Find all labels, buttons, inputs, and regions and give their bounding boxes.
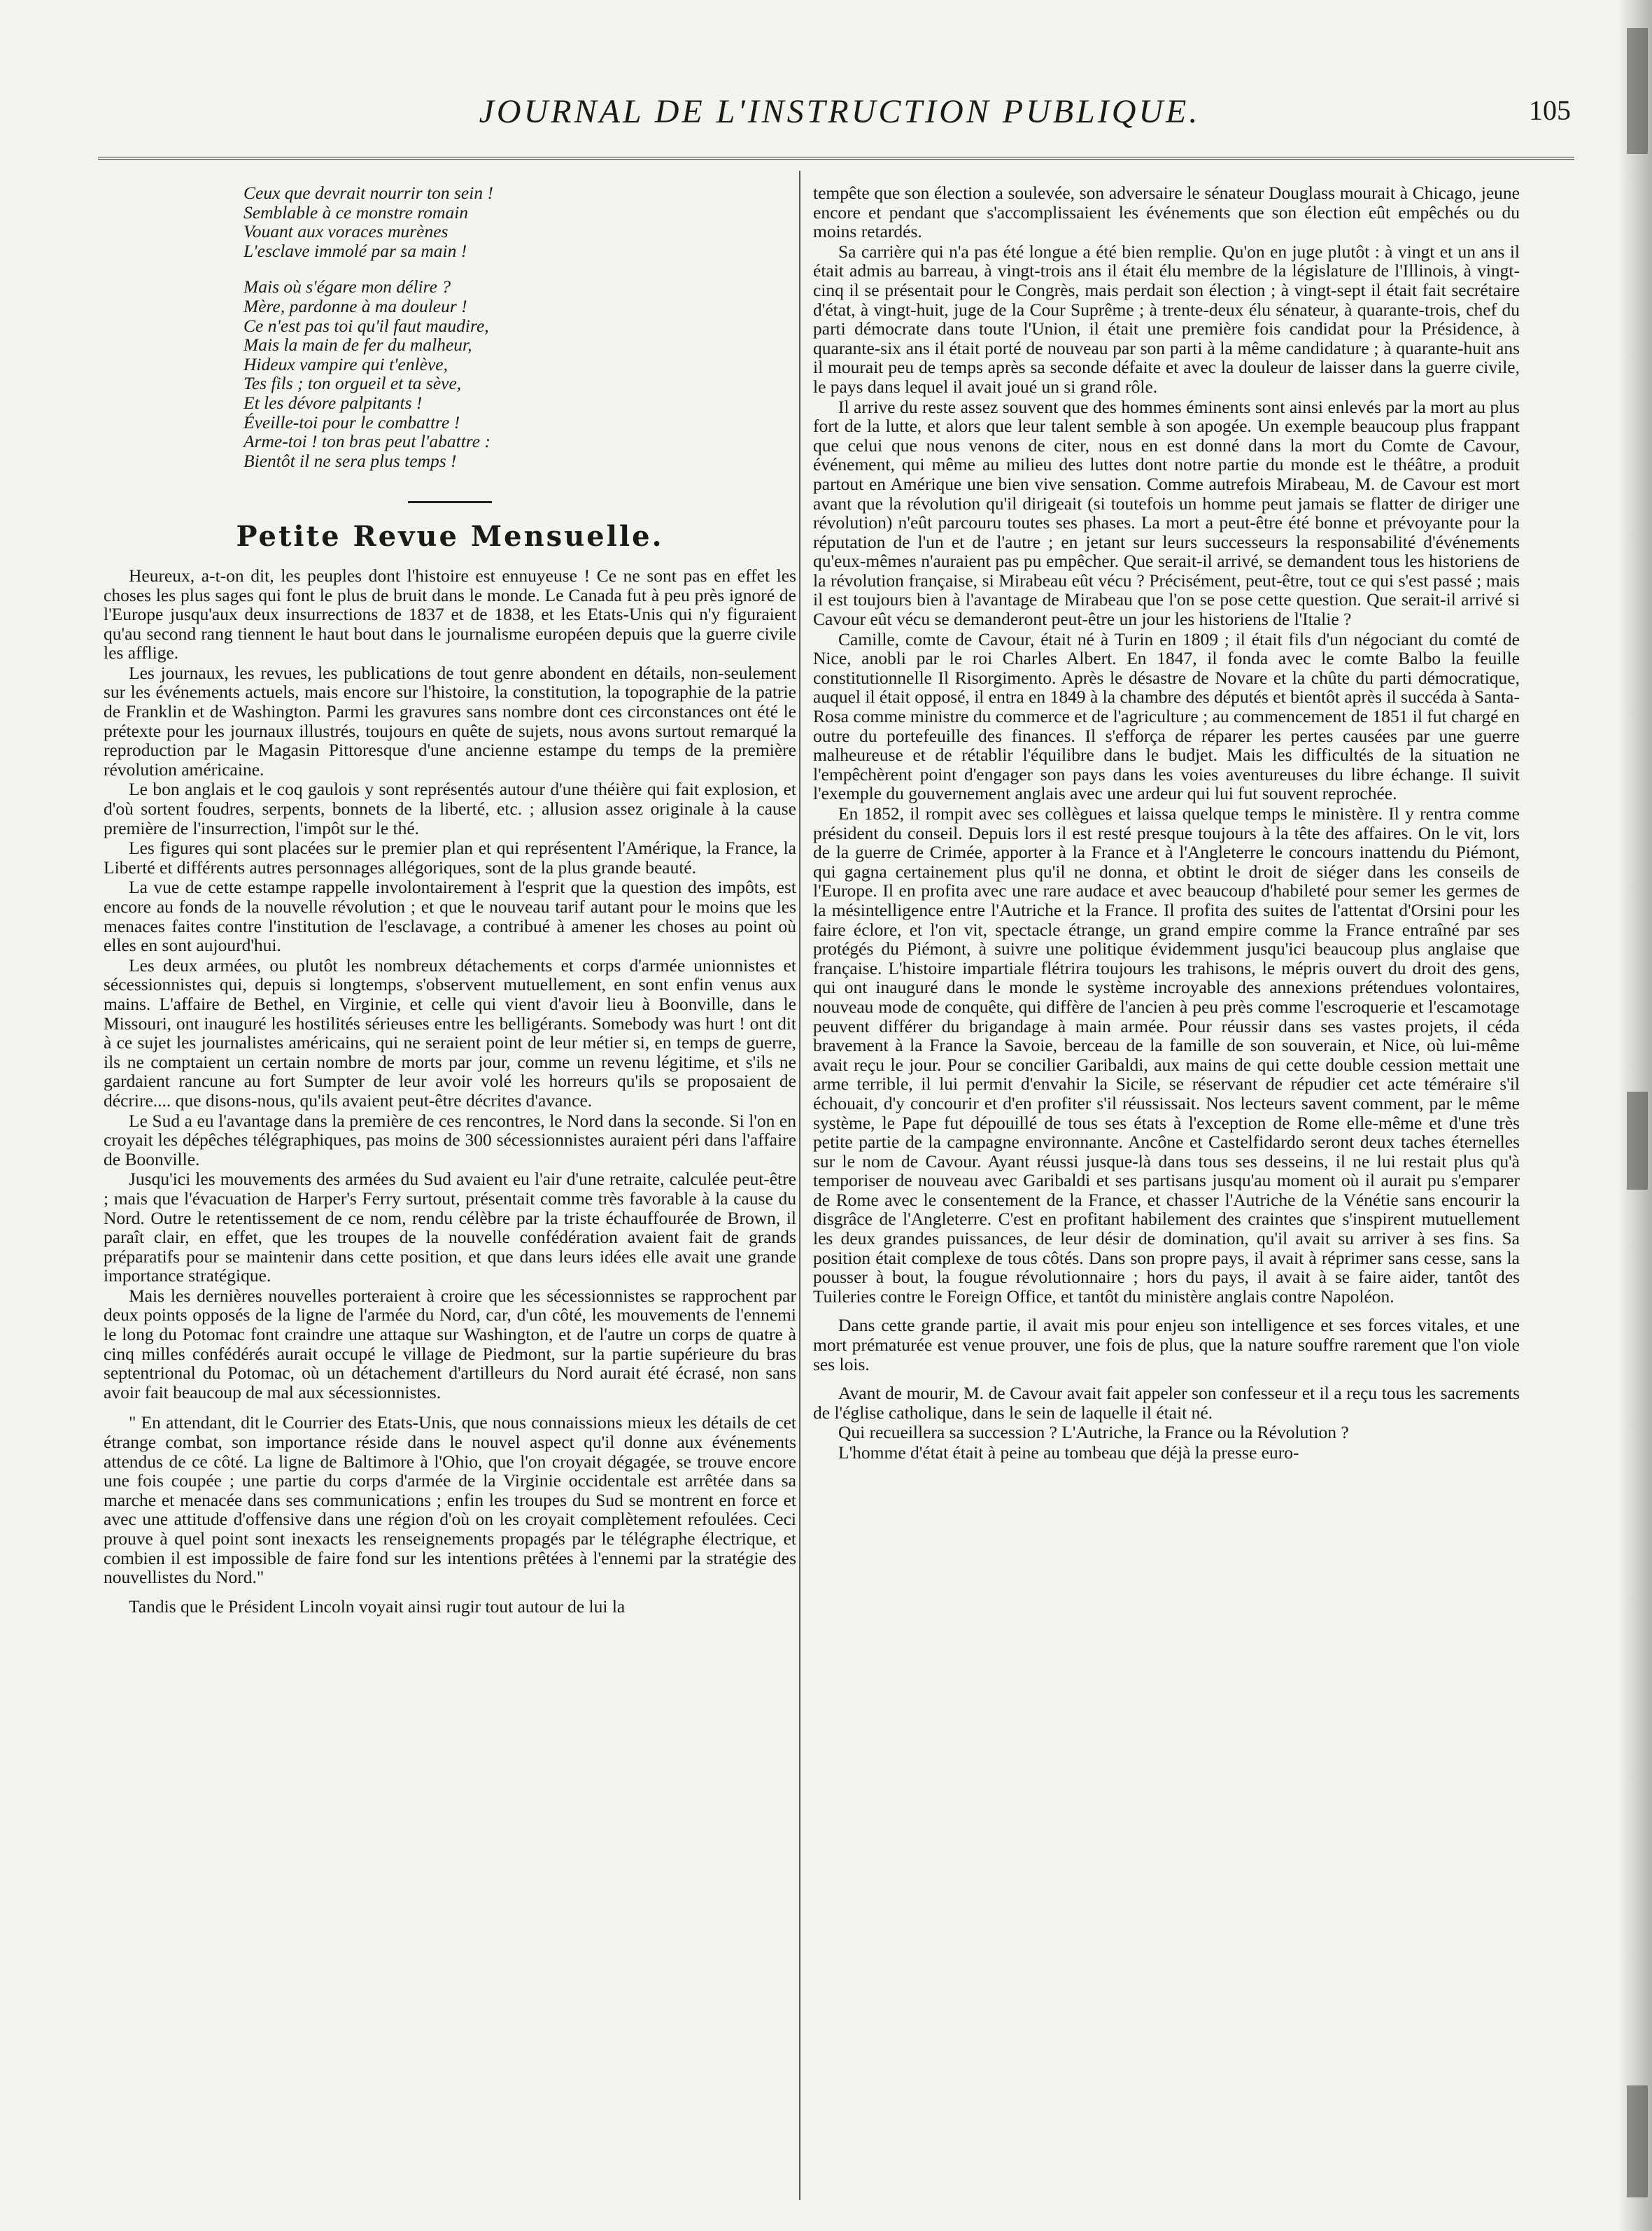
poem-line: Mais où s'égare mon délire ? <box>243 276 451 297</box>
right-column <box>813 183 1520 1463</box>
poem-line: Bientôt il ne sera plus temps ! <box>243 450 457 471</box>
scan-edge-mark <box>1627 28 1648 154</box>
article-paragraph: Les journaux, les revues, les publications de tout genre abondent en détails, non-seulement sur les événements actuels, mais encore sur l'histoire, la constitution, la topographie de la patrie de Franklin et de Washington. Parmi les gravures sans nombre dont ces circonstances ont été le prétexte pour les journaux illustrés, toujours en quête de sujets, nous avons surtout remarqué la reproduction par le Magasin Pittoresque d'une ancienne estampe du temps de la première révolution américaine. <box>104 662 796 780</box>
article-paragraph: Mais les dernières nouvelles porteraient à croire que les sécessionnistes se rapprochent par deux points opposés de la ligne de l'armée du Nord, car, d'un côté, les mouvements de l'ennemi le long du Potomac font craindre une attaque sur Washington, et de l'autre un corps de quatre à cinq milles confédérés aurait occupé le village de Piedmont, sur la partie supérieure du bras septentrional du Potomac, où un détachement d'artilleurs du Nord aurait été écrasé, non sans avoir fait beaucoup de mal aux sécessionnistes. <box>104 1285 796 1402</box>
quoted-paragraph: " En attendant, dit le Courrier des Etats-Unis, que nous connaissions mieux les détails de cet étrange combat, son importance réside dans le nouvel aspect qu'il donne aux événements attendus de ce côté. La ligne de Baltimore à l'Ohio, que l'on croyait dégagée, se trouve encore une fois coupée ; une partie du corps d'armée de la Virginie occidentale est arrêtée dans sa marche et menacée dans ses communications ; enfin les troupes du Sud se montrent en force et avec une attitude d'offensive dans une région d'où on les croyait complètement refoulées. Ceci prouve à quel point sont inexacts les renseignements propagés par le télégraphe électrique, et combien il est impossible de faire fond sur les intentions prêtées à l'ennemi par la stratégie des nouvellistes du Nord." <box>104 1412 796 1588</box>
article-paragraph: Il arrive du reste assez souvent que des hommes éminents sont ainsi enlevés par la mort au plus fort de la lutte, et alors que leur talent semble à son apogée. Un exemple beaucoup plus frappant que celui que nous venons de citer, nous en est donné dans la mort du Comte de Cavour, événement, qui même au milieu des luttes dont notre partie du monde est le théâtre, a produit partout en Amérique une bien vive sensation. Comme autrefois Mirabeau, M. de Cavour est mort avant que la révolution qu'il dirigeait (si toutefois un homme peut jamais se flatter de diriger une révolution) n'eût parcouru toutes ses phases. La mort a peut-être été bonne et prévoyante pour la réputation de l'un et de l'autre ; en jetant sur leurs successeurs la responsabilité d'événements qu'eux-mêmes n'auraient pas pu empêcher. Que serait-il arrivé, se demandent tous les historiens de la révolution française, si Mirabeau eût vécu ? Précisément, peut-être, tout ce qui s'est passé ; mais il est toujours bien à l'avantage de Mirabeau que l'on se pose cette question. Que serait-il arrivé si Cavour eût vécu se demanderont peut-être un jour les historiens de l'Italie ? <box>813 396 1520 630</box>
poem-line: Ce n'est pas toi qu'il faut maudire, <box>243 315 489 336</box>
article-paragraph: Heureux, a-t-on dit, les peuples dont l'histoire est ennuyeuse ! Ce ne sont pas en effet les choses les plus sages qui font le plus de bruit dans le monde. Le Canada fut à peu près ignoré de l'Europe jusqu'aux deux insurrections de 1837 et de 1838, et les Etats-Unis qui n'y figuraient qu'au second rang tiennent le haut bout dans le journalisme européen depuis que la guerre civile les afflige. <box>104 565 796 663</box>
section-separator <box>408 501 492 503</box>
poem-line: Mais la main de fer du malheur, <box>243 335 472 356</box>
article-paragraph: En 1852, il rompit avec ses collègues et laissa quelque temps le ministère. Il y rentra comme président du conseil. Depuis lors il est resté presque toujours à la tête des affaires. On le vit, lors de la guerre de Crimée, apporter à la France et à l'Angleterre le concours inattendu du Piémont, qui gagna certainement plus qu'il ne donna, et obtint le droit de siéger dans les conseils de l'Europe. Il en profita avec une rare audace et avec beaucoup d'habileté pour semer les germes de la mésintelligence entre l'Autriche et la France. Il profita des suites de l'attentat d'Orsini pour les faire éclore, et l'on vit, spectacle étrange, un grand empire comme la France entraîné par ses protégés du Piémont, à suivre une politique évidemment jusqu'ici beaucoup plus anglaise que française. L'histoire impartiale flétrira toujours les trahisons, le mépris ouvert du droit des gens, qui ont inauguré dans le monde le système incroyable des annexions prétendues volontaires, nouveau mode de conquête, qui diffère de l'ancien à peu près comme l'escroquerie et l'escamotage peuvent différer du brigandage à main armée. Pour réussir dans ses vastes projets, il céda bravement à la France la Savoie, berceau de la famille de son souverain, et Nice, où lui-même avait reçu le jour. Pour se concilier Garibaldi, aux mains de qui cette double cession mettait une arme terrible, il lui permit d'envahir la Sicile, se réservant de répudier cet acte téméraire s'il échouait, d'y concourir et d'en profiter s'il réussissait. Nos lecteurs savent comment, par le même système, le Pape fut dépouillé de tous ses états à l'exception de Rome elle-même et d'une très petite partie de la campagne environnante. Ancône et Castelfidardo seront deux taches éternelles sur le nom de Cavour. Ayant réussi jusque-là dans tous ses desseins, il ne lui restait plus qu'à temporiser de nouveau avec Garibaldi et ses partisans jusqu'au moment où il aurait pu s'emparer de Rome avec le consentement de la France, et chasser l'Autriche de la Vénétie sans encourir la disgrâce de l'Angleterre. C'est en profitant habilement des craintes que s'inspirent mutuellement les deux grandes puissances, de leur désir de domination, qu'il avait su arriver à ses fins. Sa position était complexe de tous côtés. Dans son propre pays, il avait à réprimer sans cesse, sans la pousser à bout, la fougue révolutionnaire ; hors du pays, il avait à se faire aider, tantôt des Tuileries contre le Foreign Office, et tantôt du ministère anglais contre Napoléon. <box>813 803 1520 1307</box>
article-paragraph: Les deux armées, ou plutôt les nombreux détachements et corps d'armée unionnistes et sécessionnistes qui, depuis si longtemps, s'observent mutuellement, en sont enfin venus aux mains. L'affaire de Bethel, en Virginie, et celle qui vient d'avoir lieu à Boonville, dans le Missouri, ont inauguré les hostilités sérieuses entre les belligérants. Somebody was hurt ! ont dit à ce sujet les journalistes américains, qui ne seraient point de leur métier si, en temps de guerre, ils ne comptaient un certain nombre de morts par jour, comme un revenu légitime, et s'ils ne gardaient rancune au fort Sumpter de leur avoir volé les horreurs qu'ils se proposaient de décrire.... que disons-nous, qu'ils avaient peut-être décrites d'avance. <box>104 955 796 1111</box>
left-column <box>104 183 796 1617</box>
article-paragraph: Qui recueillera sa succession ? L'Autriche, la France ou la Révolution ? <box>838 1422 1349 1443</box>
header-rule <box>98 157 1574 160</box>
poem-line: Arme-toi ! ton bras peut l'abattre : <box>243 431 490 452</box>
article-paragraph: Le Sud a eu l'avantage dans la première de ces rencontres, le Nord dans la seconde. Si l'on en croyait les dépêches télégraphiques, pas moins de 300 sécessionnistes auraient péri dans l'affaire de Boonville. <box>104 1110 796 1169</box>
column-divider <box>799 171 800 2200</box>
article-paragraph: L'homme d'état était à peine au tombeau que déjà la presse euro- <box>838 1442 1299 1463</box>
article-paragraph: Le bon anglais et le coq gaulois y sont représentés autour d'une théière qui fait explosion, et d'où sortent foudres, serpents, bonnets de la liberté, etc. ; allusion assez originale à la cause première de l'insurrection, l'impôt sur le thé. <box>104 779 796 838</box>
poem-line: L'esclave immolé par sa main ! <box>243 240 467 261</box>
poem-line: Vouant aux voraces murènes <box>243 221 449 242</box>
poem-line: Hideux vampire qui t'enlève, <box>243 353 448 374</box>
poem-line: Ceux que devrait nourrir ton sein ! <box>243 183 493 203</box>
article-paragraph: La vue de cette estampe rappelle involontairement à l'esprit que la question des impôts, est encore au fonds de la nouvelle révolution ; et que le nouveau tarif autant pour le moins que les menaces faites contre l'institution de l'esclavage, a contribué à amener les choses au point où elles en sont aujourd'hui. <box>104 877 796 956</box>
running-title: JOURNAL DE L'INSTRUCTION PUBLIQUE. <box>479 93 1201 130</box>
poem-stanza <box>243 183 796 260</box>
article-paragraph: Dans cette grande partie, il avait mis pour enjeu son intelligence et ses forces vitales, et une mort prématurée est venue prouver, une fois de plus, que la nature souffre rarement que l'on viole ses lois. <box>813 1315 1520 1374</box>
poem-line: Éveille-toi pour le combattre ! <box>243 411 460 432</box>
scan-edge-mark <box>1627 1092 1648 1190</box>
poem <box>243 183 796 470</box>
poem-line: Semblable à ce monstre romain <box>243 202 469 223</box>
page-number: 105 <box>1529 94 1571 126</box>
article-paragraph: Tandis que le Président Lincoln voyait ainsi rugir tout autour de lui la <box>129 1596 626 1617</box>
page-header <box>105 92 1571 137</box>
article-paragraph: Avant de mourir, M. de Cavour avait fait appeler son confesseur et il a reçu tous les sacrements de l'église catholique, dans le sein de laquelle il était né. <box>813 1383 1520 1423</box>
article-paragraph: Camille, comte de Cavour, était né à Turin en 1809 ; il était fils d'un négociant du comté de Nice, anobli par le roi Charles Albert. En 1847, il fonda avec le comte Balbo la feuille constitutionnelle Il Risorgimento. Après le désastre de Novare et la chûte du parti démocratique, auquel il était opposé, il entra en 1849 à la chambre des députés et bientôt après il succéda à Santa-Rosa comme ministre du commerce et de l'agriculture ; au commencement de 1851 il fut chargé en outre du portefeuille des finances. Il s'efforça de réparer les pertes causées par une guerre malheureuse et de rétablir l'équilibre dans le budjet. Mais les difficultés de la situation ne l'empêchèrent point d'engager son pays dans les voies aventureuses du libre échange. Il suivit l'exemple du gouvernement anglais avec une ardeur qui lui fut souvent reprochée. <box>813 628 1520 804</box>
poem-stanza <box>243 277 796 470</box>
poem-line: Tes fils ; ton orgueil et ta sève, <box>243 373 462 394</box>
poem-line: Mère, pardonne à ma douleur ! <box>243 295 467 316</box>
scan-edge-mark <box>1627 2085 1648 2197</box>
article-paragraph: Les figures qui sont placées sur le premier plan et qui représentent l'Amérique, la France, la Liberté et différents autres personnages allégoriques, sont de la plus grande beauté. <box>104 838 796 878</box>
article-paragraph: Jusqu'ici les mouvements des armées du Sud avaient eu l'air d'une retraite, calculée peut-être ; mais que l'évacuation de Harper's Ferry surtout, présentait comme très favorable à la cause du Nord. Outre le retentissement de ce nom, rendu célèbre par la triste échauffourée de Brown, il paraît clair, en effet, que les troupes de la nouvelle confédération avaient fait de grands préparatifs pour se maintenir dans cette position, et que dans leurs idées elle avait une grande importance stratégique. <box>104 1169 796 1286</box>
article-paragraph: tempête que son élection a soulevée, son adversaire le sénateur Douglass mourait à Chicago, jeune encore et pendant que s'accomplissaient les événements que son élection eût empêchés ou du moins retardés. <box>813 183 1520 242</box>
article-paragraph: Sa carrière qui n'a pas été longue a été bien remplie. Qu'on en juge plutôt : à vingt et un ans il était admis au barreau, à vingt-trois ans il était élu membre de la législature de l'Illinois, à vingt-cinq il se présentait pour le Congrès, mais perdait son élection ; à vingt-sept il était fait secrétaire d'état, à vingt-huit, juge de la Cour Suprême ; à trente-deux élu sénateur, à quarante-trois, chef du parti démocrate dans toute l'Union, il était une première fois candidat pour la Présidence, à quarante-six ans il était porté de nouveau par son parti à la même candidature ; à quarante-huit ans il mourait peu de temps après sa seconde défaite et avec la douleur de laisser dans la guerre civile, le pays dans lequel il avait joué un si grand rôle. <box>813 241 1520 397</box>
poem-line: Et les dévore palpitants ! <box>243 392 423 413</box>
section-title: Petite Revue Mensuelle. <box>236 520 664 554</box>
